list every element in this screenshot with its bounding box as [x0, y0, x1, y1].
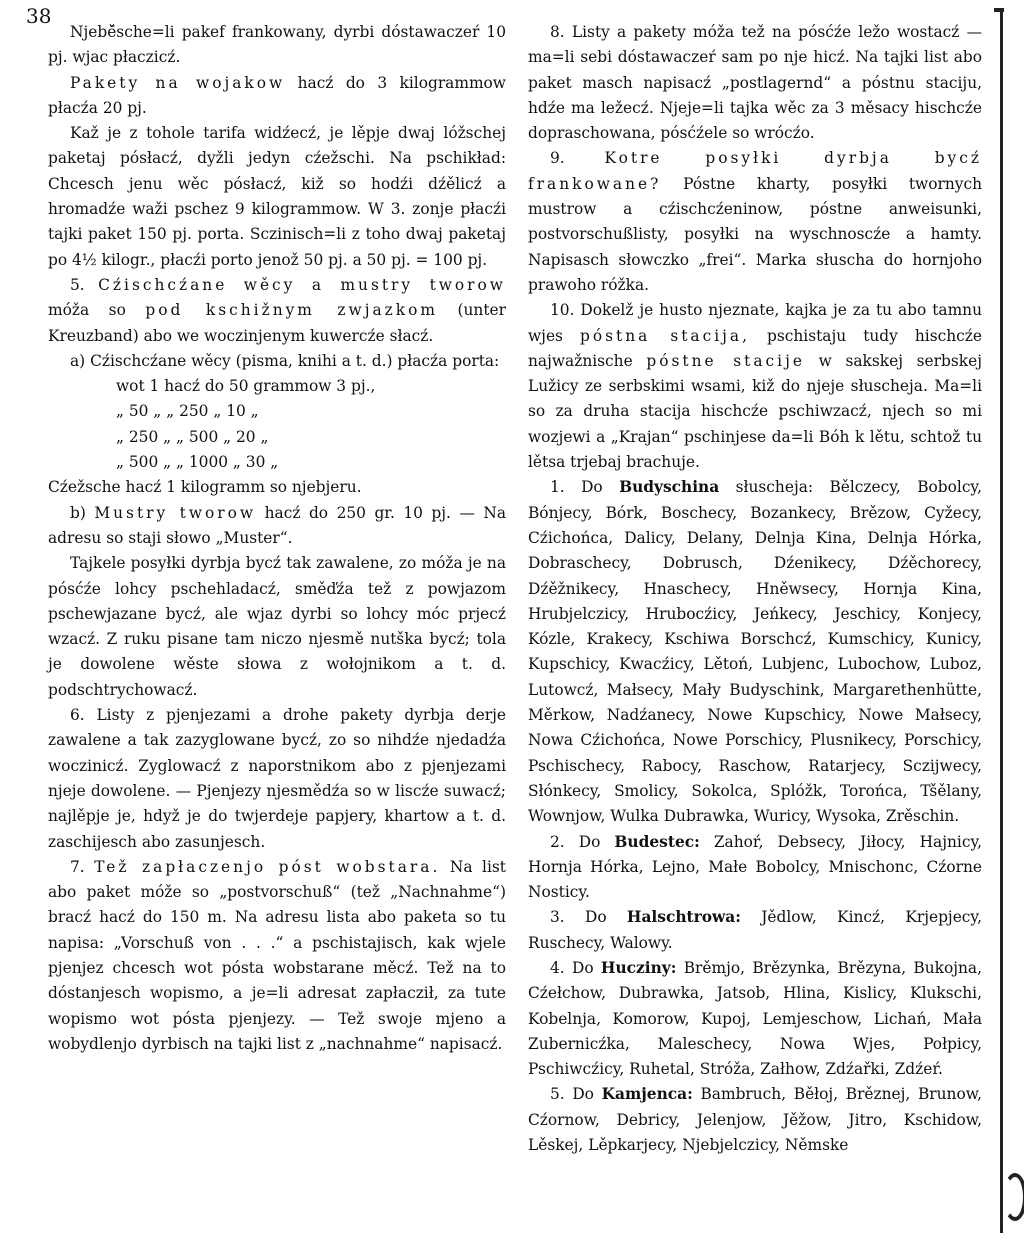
spaced-heading: Kotre posyłki dyrbja bycź frankowane? [528, 149, 982, 193]
paragraph [48, 501, 506, 552]
left-column [48, 20, 506, 1057]
bold-heading: Kamjenca: [601, 1085, 693, 1104]
paragraph: 6. Listy z pjenjezami a drohe pakety dyrbja derje zawalene a tak zazyglowane bycź, zo so nihdźe njedadźa woczinicź. Zyglowacź z naporstnikom abo z pjenjezami njeje dowolene. — Pjenjezy njesmědźa so w liscźe suwacź; najlěpje je, hdyž je do twjerdeje papjery, khartow a t. d. zaschijesch abo zasunjesch. [48, 706, 506, 851]
postage-rates [116, 374, 506, 475]
rate-line: „ 500 „ „ 1000 „ 30 „ [116, 453, 279, 472]
spaced-heading: Cźischcźane wěcy a mustry tworow [98, 275, 506, 294]
rate-line: „ 250 „ „ 500 „ 20 „ [116, 427, 269, 446]
paragraph [528, 146, 982, 298]
paragraph-text: Póstne kharty, posyłki twornych mustrow a cźischcźeninow, póstne anweisunki, postvorschußlisty, posyłki na wyschnoscźe a hamty. Napisasch słowczko „frei“. Marka słuscha do hornjoho prawoho róžka. [528, 174, 982, 294]
bold-heading: Hucziny: [600, 958, 677, 977]
paragraph [48, 855, 506, 1057]
paragraph [48, 71, 506, 122]
paragraph-text: hacź do 3 kilogrammow płacźa 20 pj. [48, 73, 506, 117]
spaced-heading: póstna stacija, [580, 326, 750, 345]
paragraph-text: (unter Kreuzband) abo we woczinjenym kuwercźe słacź. [48, 301, 506, 345]
section-number: 5. [70, 275, 85, 294]
paragraph-text: 10. Dokelž je husto njeznate, kajka je za tu abo tamnu wjes [528, 301, 982, 345]
scan-edge-ring [1003, 1173, 1024, 1221]
paragraph: a) Cźischcźane wěcy (pisma, knihi a t. d.) płacźa porta: [70, 351, 500, 370]
paragraph: Kaž je z tohole tarifa widźecź, je lěpje dwaj lóžschej paketaj pósłacź, dyžli jedyn cźežschi. Na pschikład: Chcesch jenu wěc pósłacź, kiž so hodźi dźělicź a hromadźe waži pschez 9 kilogrammow. W 3. zonje płacźi tajki paket 150 pj. porta. Sczinisch=li z toho dwaj paketaj po 4½ kilogr., płacźi porto jenož 50 pj. a 50 pj. = 100 pj. [48, 124, 506, 269]
spaced-heading: Tež zapłaczenjo póst wobstara. [94, 857, 441, 876]
section-number: 2. Do [550, 832, 601, 851]
rate-line: wot 1 hacź do 50 grammow 3 pj., [116, 377, 376, 396]
section-number: 4. Do [550, 958, 594, 977]
bold-heading: Halschtrowa: [626, 908, 741, 927]
bold-heading: Budestec: [614, 832, 700, 851]
bold-heading: Budyschina [619, 478, 720, 497]
spaced-heading: pod kschižnym zwjazkom [145, 301, 438, 320]
spaced-heading: Pakety na wojakow [70, 73, 286, 92]
paragraph [528, 475, 982, 829]
section-number: b) [70, 503, 86, 522]
spaced-heading: póstne stacije [646, 351, 805, 370]
paragraph-text: Bambruch, Běłoj, Brěznej, Brunow, Cźornow, Debricy, Jelenjow, Jěžow, Jitro, Kschidow, Lěskej, Lěpkarjecy, Njebjelczicy, Němske [528, 1085, 982, 1155]
paragraph [528, 830, 982, 906]
paragraph [528, 1082, 982, 1158]
rate-line: „ 50 „ „ 250 „ 10 „ [116, 402, 259, 421]
paragraph-text: Na list abo paket móže so „postvorschuß“ (tež „Nachnahme“) bracź hacź do 150 m. Na adresu lista abo paketa so tu napisa: „Vorschuß von . . .“ a pschistajisch, kak wjele pjenjez chcesch wot pósta wobstarane měcź. Tež na to dóstanjesch wopismo, a je=li adresat zapłacził, za tute wopismo wot pósta pjenjezy. — Tež swoje mjeno a wobydlenjo dyrbisch na tajki list z „nachnahme“ napisacź. [48, 857, 506, 1053]
page-number: 38 [26, 4, 52, 28]
paragraph: 8. Listy a pakety móža tež na pósćźe ležo wostacź — ma=li sebi dóstawaczeŕ sam po nje hicź. Na tajki list abo paket masch napisacź „postlagernd“ a póstnu staciju, hdźe ma ležecź. Njeje=li tajka wěc za 3 měsacy hischcźe dopraschowana, pósćźele so wrócźo. [528, 23, 982, 143]
paragraph [528, 956, 982, 1082]
paragraph-text: Jědlow, Kincź, Krjepjecy, Ruschecy, Walowy. [528, 908, 982, 952]
paragraph-text: słuscheja: Bělczecy, Bobolcy, Bónjecy, Bórk, Boschecy, Bozankecy, Brězow, Cyžecy, Cźichońca, Dalicy, Delany, Delnja Kina, Delnja Hórka, Dobraschecy, Dobrusch, Dźenikecy, Dźěchorecy, Dźěžnikecy, Hnaschecy, Hněwsecy, Hornja Kina, Hrubjelczicy, Hrubocźicy, Jeńkecy, Jeschicy, Konjecy, Kózle, Krakecy, Kschiwa Borschcź, Kumschicy, Kunicy, Kupschicy, Kwacźicy, Lětoń, Lubjenc, Lubochow, Luboz, Lutowcź, Małsecy, Mały Budyschink, Margarethenhütte, Měrkow, Nadźanecy, Nowe Kupschicy, Nowe Małsecy, Nowa Cźichońca, Nowe Porschicy, Plusnikecy, Porschicy, Pschischecy, Rabocy, Raschow, Ratarjecy, Sczijwecy, Słónkecy, Smolicy, Sokolca, Splóžk, Torońca, Tšělany, Wownjow, Wulka Dubrawka, Wuricy, Wysoka, Zrěschin. [528, 478, 982, 826]
section-number: 1. Do [550, 478, 603, 497]
paragraph-text: hacź do 250 gr. 10 pj. — Na adresu so staji słowo „Muster“. [48, 503, 506, 547]
paragraph-text: Zahoŕ, Debsecy, Jiłocy, Hajnicy, Hornja Hórka, Lejno, Małe Bobolcy, Mnischonc, Cźorne Nosticy. [528, 832, 982, 902]
paragraph: Cźežsche hacź 1 kilogramm so njebjeru. [48, 478, 362, 497]
right-column [528, 20, 982, 1158]
section-number: 9. [550, 149, 565, 168]
section-number: 7. [70, 857, 85, 876]
paragraph: Tajkele posyłki dyrbja bycź tak zawalene, zo móža je na pósćźe lohcy pschehladacź, směďźa tež z powjazom pschewjazane bycź, ale wjaz dyrbi so lohcy móc prjecź wzacź. Z ruku pisane tam niczo njesmě nutška bycź; tola je dowolene wěste słowa z wołojnikom a t. d. podschtrychowacź. [48, 554, 506, 699]
spaced-heading: Mustry tworow [94, 503, 257, 522]
paragraph-text: Brěmjo, Brězynka, Brězyna, Bukojna, Cźełchow, Dubrawka, Jatsob, Hlina, Kislicy, Klukschi, Kobelnja, Komorow, Kupoj, Lemjeschow, Lichań, Mała Zubernicźka, Maleschecy, Nowa Wjes, Połpicy, Pschiwcźicy, Ruhetal, Stróža, Załhow, Zdźařki, Zdźeŕ. [528, 958, 982, 1079]
paragraph-text: w sakskej serbskej Lužicy ze serbskimi wsami, kiž do njeje słuscheja. Ma=li so za druha stacija hischcźe pschiwzacź, njech so mi wozjewi a „Krajan“ pschinjese da=li Bóh k lětu, schtož tu lětsa trjebaj brachuje. [528, 351, 982, 472]
section-number: 3. Do [550, 908, 607, 927]
scan-edge-line [1000, 8, 1003, 1233]
paragraph-text: móža so [48, 301, 126, 320]
paragraph [528, 905, 982, 956]
paragraph: Njebě̄sche=li pakef frankowany, dyrbi dóstawaczeŕ 10 pj. wjac płaczicź. [48, 23, 506, 67]
section-number: 5. Do [550, 1085, 594, 1104]
paragraph [48, 273, 506, 349]
paragraph-text: pschistaju tudy hischcźe najwažnische [528, 326, 982, 370]
paragraph [528, 298, 982, 475]
